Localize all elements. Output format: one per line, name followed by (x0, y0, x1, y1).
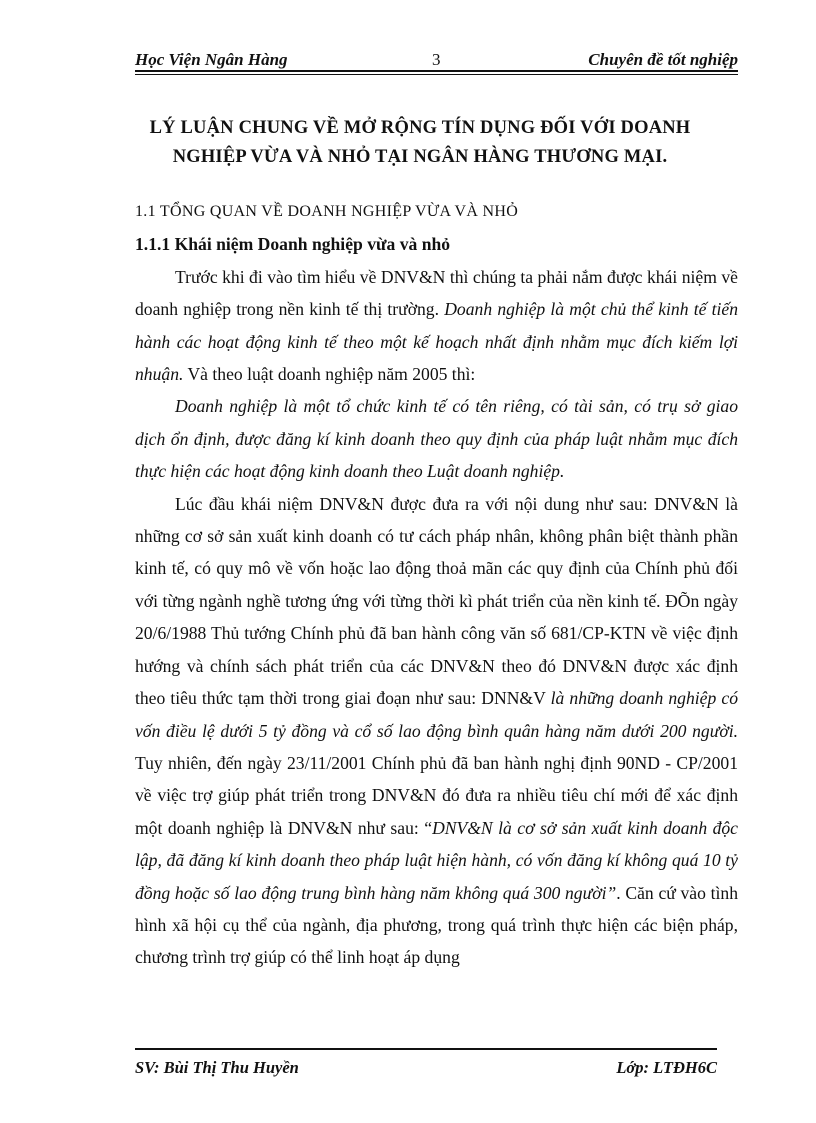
paragraph-2-quote: Doanh nghiệp là một tổ chức kinh tế có tên riêng, có tài sản, có trụ sở giao dịch ổn định, được đăng kí kinh doanh theo quy định của pháp luật nhằm mục đích thực hiện các hoạt động kinh doanh theo Luật doanh nghiệp. (135, 396, 738, 482)
header-rule-thin (135, 74, 738, 75)
para1-lead: Trước khi đi vào tìm hiểu về DNV&N thì chúng ta phải nắm được khái niệm về doanh nghiệp trong nền kinh tế thị trường. (135, 266, 738, 320)
section-heading: 1.1 TỔNG QUAN VỀ DOANH NGHIỆP VỪA VÀ NHỎ (135, 203, 519, 220)
chapter-title-line-1: LÝ LUẬN CHUNG VỀ MỞ RỘNG TÍN DỤNG ĐỐI VỚI DOANH (149, 118, 691, 138)
page-header (135, 46, 738, 72)
para1-tail: Và theo luật doanh nghiệp năm 2005 thì: (183, 364, 476, 385)
page-footer (135, 1048, 717, 1078)
para3-part-c: Tuy nhiên, đến ngày 23/11/2001 Chính phủ đã ban hành nghị định 90ND - CP/2001 về việc trợ giúp phát triển trong DNV&N đó đưa ra nhiều tiêu chí mới để xác định một doanh nghiệp là DNV&N như sau: “ (135, 752, 738, 838)
header-doc-type: Chuyên đề tốt nghiệp (588, 50, 738, 69)
document-body (135, 196, 738, 974)
footer-class: Lớp: LTĐH6C (616, 1058, 717, 1077)
footer-rule (135, 1048, 717, 1050)
header-rule (135, 70, 738, 72)
subsection-heading: 1.1.1 Khái niệm Doanh nghiệp vừa và nhỏ (135, 234, 451, 255)
para1-definition: Doanh nghiệp là một chủ thể kinh tế tiến hành các hoạt động kinh tế theo một kế hoạch nhất định nhằm mục đích kiếm lợi nhuận. (135, 299, 738, 385)
header-school: Học Viện Ngân Hàng (135, 50, 288, 69)
footer-student: SV: Bùi Thị Thu Huyền (135, 1058, 299, 1077)
para3-part-d: DNV&N là cơ sở sản xuất kinh doanh độc lập, đã đăng kí kinh doanh theo pháp luật hiện hành, có vốn đăng kí không quá 10 tỷ đồng hoặc số lao động trung bình hàng năm không quá 300 người” (135, 817, 738, 903)
para3-part-b: là những doanh nghiệp có vốn điều lệ dưới 5 tỷ đồng và cổ số lao động bình quân hàng năm dưới 200 người. (135, 688, 738, 741)
paragraph-1 (135, 261, 738, 391)
para3-part-e: . Căn cứ vào tình hình xã hội cụ thể của ngành, địa phương, trong quá trình thực hiện các biện pháp, chương trình trợ giúp có thể linh hoạt áp dụng (135, 882, 739, 968)
para3-part-a: Lúc đầu khái niệm DNV&N được đưa ra với nội dung như sau: DNV&N là những cơ sở sản xuất kinh doanh có tư cách pháp nhân, không phân biệt thành phần kinh tế, có quy mô về vốn hoặc lao động thoả mãn các quy định của Chính phủ đối với từng ngành nghề tương ứng với từng thời kì phát triển của nền kinh tế. ĐÕn ngày 20/6/1988 Thủ tướng Chính phủ đã ban hành công văn số 681/CP-KTN về việc định hướng và chính sách phát triển của các DNV&N theo đó DNV&N được xác định theo tiêu thức tạm thời trong giai đoạn như sau: DNN&V (135, 493, 738, 709)
page-number: 3 (432, 50, 441, 69)
paragraph-3 (135, 488, 738, 974)
chapter-title-line-2: NGHIỆP VỪA VÀ NHỎ TẠI NGÂN HÀNG THƯƠNG MẠI. (172, 147, 668, 167)
